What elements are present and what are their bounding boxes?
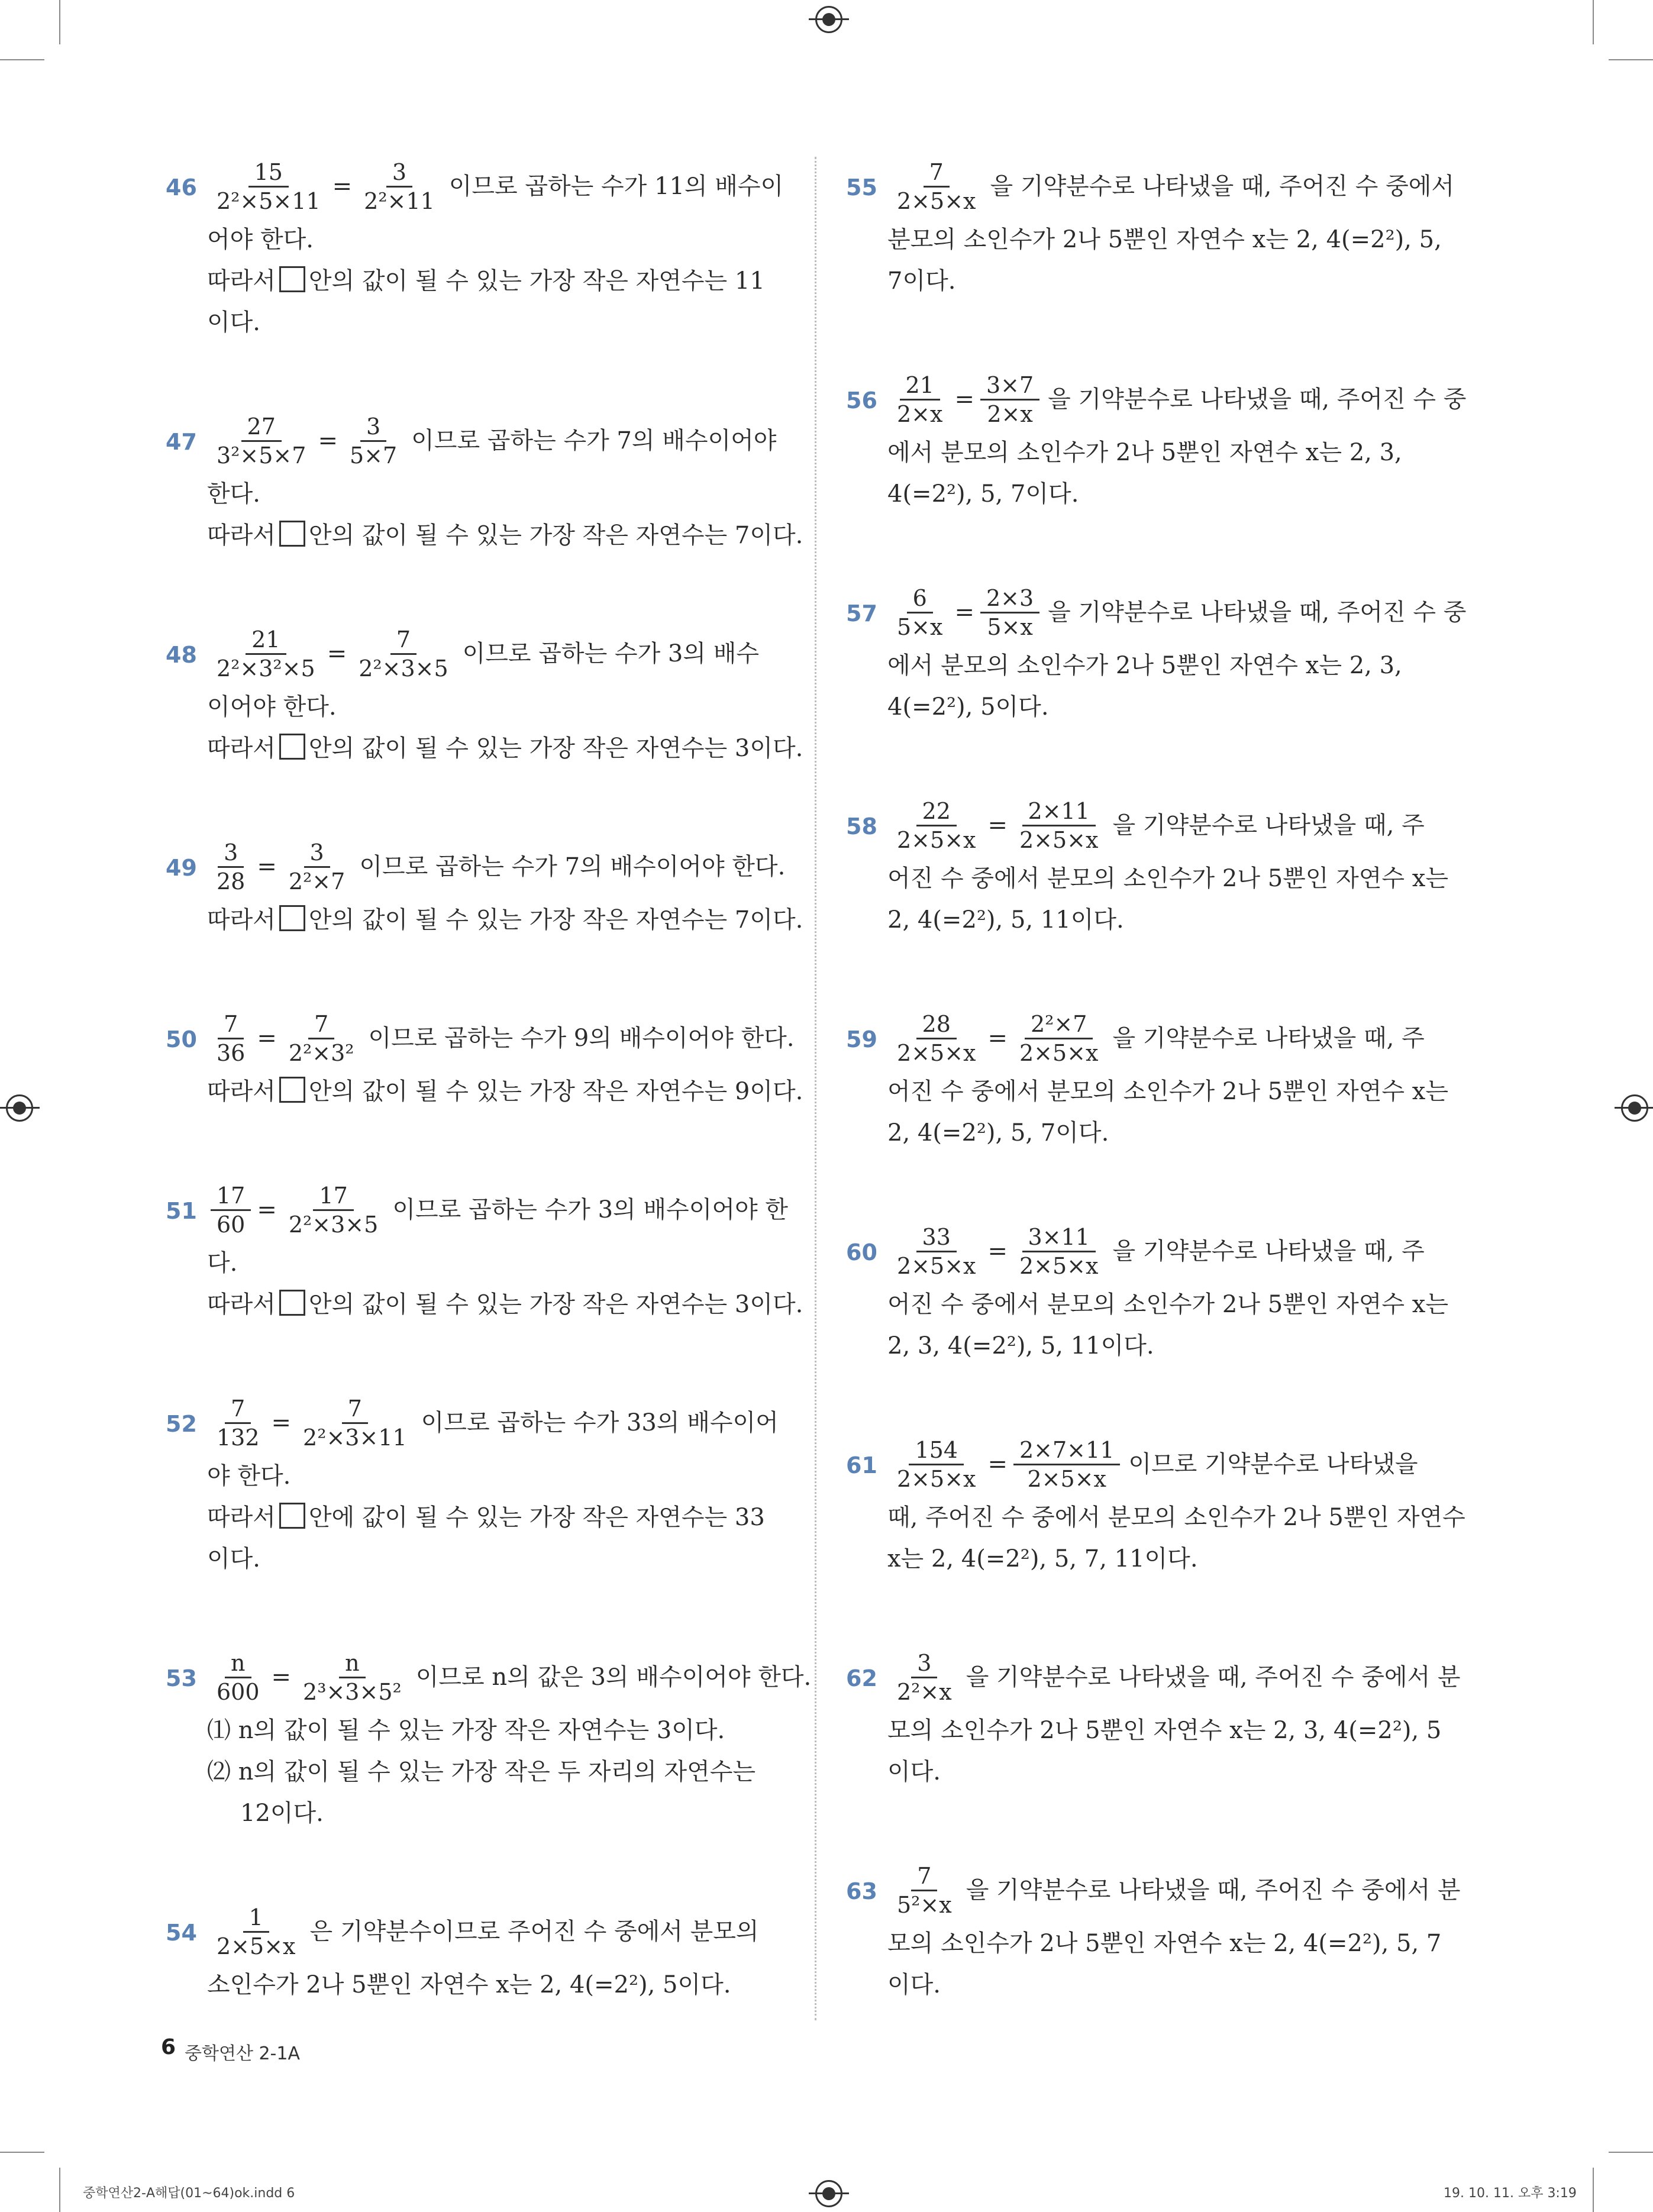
- equation-text: 을 기약분수로 나타냈을 때, 주어진 수 중: [1048, 386, 1467, 413]
- equation-line: [207, 621, 781, 686]
- text-line: 이다.: [887, 1971, 941, 1998]
- equation-line: [207, 1645, 812, 1710]
- equation-line: [887, 580, 1467, 645]
- problem-number: 61: [846, 1452, 877, 1478]
- denominator: 2×x: [987, 401, 1033, 427]
- denominator: 2×5×x: [897, 1465, 976, 1492]
- text-line: 2, 3, 4(=2²), 5, 11이다.: [887, 1332, 1154, 1360]
- problem-body: [887, 1858, 1461, 2006]
- answer-prefix: 따라서: [207, 1504, 276, 1531]
- numerator: 3×11: [1022, 1223, 1096, 1252]
- numerator: n: [339, 1649, 365, 1678]
- denominator: 2²×3²: [288, 1039, 354, 1066]
- problem-number: 50: [166, 1026, 197, 1052]
- numerator: 33: [916, 1223, 957, 1252]
- numerator: n: [225, 1649, 251, 1678]
- equation: [207, 1899, 759, 1964]
- denominator: 2²×3×5: [359, 655, 448, 682]
- answer-line: [207, 1071, 803, 1112]
- denominator: 600: [217, 1678, 260, 1705]
- text-line: 이다.: [887, 1758, 941, 1785]
- answer-text: 안의 값이 될 수 있는 가장 작은 자연수는 3이다.: [308, 735, 803, 762]
- equation: [207, 154, 783, 219]
- text-line: 에서 분모의 소인수가 2나 5뿐인 자연수 x는 2, 3,: [887, 439, 1402, 466]
- fraction: [297, 1395, 413, 1451]
- problem-body: [887, 580, 1467, 728]
- equation-line: [207, 408, 781, 473]
- denominator: 5²×x: [897, 1891, 952, 1918]
- numerator: 22: [916, 797, 957, 826]
- text-line: 이어야 한다.: [207, 693, 337, 721]
- text-line: 7이다.: [887, 267, 956, 295]
- answer-text: 안의 값이 될 수 있는 가장 작은 자연수는 9이다.: [308, 1078, 803, 1105]
- equation: [887, 1645, 1461, 1710]
- answer-text: 안의 값이 될 수 있는 가장 작은 자연수는 7이다.: [308, 522, 803, 549]
- equation-text: 이므로 n의 값은 3의 배수이어야 한다.: [415, 1664, 812, 1691]
- equation-text: 이므로 곱하는 수가 3의 배수이어야 한: [392, 1196, 788, 1223]
- problem-number: 59: [846, 1026, 877, 1052]
- numerator: 3: [911, 1649, 937, 1678]
- text-line: 모의 소인수가 2나 5뿐인 자연수 x는 2, 3, 4(=2²), 5: [887, 1717, 1442, 1744]
- answer-prefix: 따라서: [207, 1291, 276, 1318]
- problem-body: [207, 834, 803, 941]
- blank-box-icon: [279, 1077, 305, 1103]
- denominator: 2×5×x: [1027, 1465, 1106, 1492]
- numerator: 3: [218, 839, 244, 868]
- problem-number: 49: [166, 855, 197, 881]
- numerator: 15: [248, 159, 289, 188]
- equation-text: 이므로 곱하는 수가 3의 배수: [462, 640, 760, 667]
- numerator: 2²×7: [1025, 1010, 1093, 1039]
- equation-text: 이므로 곱하는 수가 11의 배수이: [448, 173, 784, 200]
- denominator: 2²×3×11: [303, 1424, 407, 1451]
- text-line: 소인수가 2나 5뿐인 자연수 x는 2, 4(=2²), 5이다.: [207, 1971, 731, 1998]
- problem-number: 58: [846, 813, 877, 839]
- answer-line: [207, 899, 803, 941]
- answer-prefix: 따라서: [207, 735, 276, 762]
- fraction: [891, 1436, 982, 1493]
- text-line: 때, 주어진 수 중에서 분모의 소인수가 2나 5뿐인 자연수: [887, 1504, 1465, 1531]
- fraction: [980, 585, 1039, 641]
- equation-line: [207, 1177, 788, 1242]
- problem-number: 51: [166, 1198, 197, 1224]
- denominator: 2×5×x: [1019, 826, 1099, 853]
- equation-text: 을 기약분수로 나타냈을 때, 주: [1112, 812, 1425, 839]
- registration-mark-bottom-icon: [815, 2180, 842, 2207]
- numerator: 6: [907, 585, 933, 613]
- denominator: 5×7: [349, 442, 398, 469]
- fraction: [344, 413, 403, 469]
- denominator: 2×5×x: [217, 1933, 296, 1959]
- numerator: 7: [924, 159, 950, 188]
- denominator: 2²×x: [897, 1678, 952, 1705]
- denominator: 2×5×x: [897, 1039, 976, 1066]
- fraction: [283, 1182, 384, 1238]
- fraction: [211, 1904, 301, 1960]
- numerator: 2×11: [1022, 797, 1096, 826]
- text-line: 어진 수 중에서 분모의 소인수가 2나 5뿐인 자연수 x는: [887, 1078, 1448, 1105]
- equation: [207, 1390, 779, 1455]
- numerator: 7: [390, 626, 417, 655]
- fraction: [1013, 1436, 1120, 1493]
- numerator: 7: [308, 1010, 334, 1039]
- problem-body: [887, 1432, 1465, 1580]
- text-line: 어진 수 중에서 분모의 소인수가 2나 5뿐인 자연수 x는: [887, 865, 1448, 892]
- blank-box-icon: [279, 266, 305, 292]
- numerator: 7: [911, 1862, 937, 1891]
- numerator: 3: [386, 159, 412, 188]
- registration-mark-top-icon: [815, 6, 842, 33]
- answer-prefix: 따라서: [207, 1078, 276, 1105]
- problem-number: 57: [846, 600, 877, 627]
- numerator: 1: [243, 1904, 269, 1933]
- text-line: 이다.: [207, 309, 260, 336]
- text-line: 모의 소인수가 2나 5뿐인 자연수 x는 2, 4(=2²), 5, 7: [887, 1930, 1442, 1957]
- fraction: [1013, 1223, 1104, 1280]
- fraction: [891, 1223, 982, 1280]
- problem-number: 54: [166, 1920, 197, 1946]
- problem-body: [207, 408, 803, 556]
- equation: [207, 1006, 795, 1071]
- equation-text: 은 기약분수이므로 주어진 수 중에서 분모의: [309, 1918, 759, 1945]
- fraction: [211, 1395, 266, 1451]
- numerator: 7: [218, 1010, 244, 1039]
- equation-line: [887, 1858, 1461, 1923]
- equals-sign: =: [271, 1409, 292, 1436]
- equals-sign: =: [271, 1664, 292, 1691]
- equation-text: 이므로 곱하는 수가 7의 배수이어야 한다.: [359, 853, 786, 880]
- equals-sign: =: [318, 427, 338, 454]
- equation-line: [887, 793, 1461, 858]
- problem-body: [207, 621, 803, 769]
- numerator: 3: [304, 839, 330, 868]
- equation-text: 이므로 기약분수로 나타냈을: [1128, 1451, 1418, 1478]
- answer-prefix: 따라서: [207, 522, 276, 549]
- equation-text: 을 기약분수로 나타냈을 때, 주어진 수 중에서 분: [966, 1664, 1461, 1691]
- equals-sign: =: [327, 640, 347, 667]
- denominator: 2²×3×5: [288, 1211, 379, 1238]
- problem-body: [887, 1645, 1461, 1793]
- numerator: 3×7: [980, 372, 1039, 401]
- equation: [207, 408, 776, 473]
- book-title: 중학연산 2-1A: [185, 2043, 300, 2064]
- answer-line: [207, 1497, 781, 1538]
- problem-number: 53: [166, 1665, 197, 1691]
- denominator: 2²×7: [288, 868, 346, 895]
- equation: [887, 580, 1466, 645]
- equation-line: [887, 1006, 1461, 1071]
- text-line: 야 한다.: [207, 1462, 291, 1490]
- text-line: 다.: [207, 1249, 238, 1277]
- problem-number: 60: [846, 1239, 877, 1265]
- text-line: 2, 4(=2²), 5, 11이다.: [887, 906, 1124, 934]
- numerator: 7: [342, 1395, 368, 1424]
- fraction: [211, 626, 321, 682]
- numerator: 7: [225, 1395, 251, 1424]
- denominator: 28: [217, 868, 246, 895]
- text-line: x는 2, 4(=2²), 5, 7, 11이다.: [887, 1545, 1198, 1572]
- fraction: [211, 839, 251, 895]
- crop-mark: [1609, 59, 1653, 60]
- answer-text: 안의 값이 될 수 있는 가장 작은 자연수는 7이다.: [308, 906, 803, 934]
- equation: [887, 1006, 1425, 1071]
- answer-line: [207, 515, 803, 556]
- text-line: 에서 분모의 소인수가 2나 5뿐인 자연수 x는 2, 3,: [887, 652, 1402, 679]
- equation: [207, 1177, 788, 1242]
- crop-mark: [0, 2152, 44, 2153]
- equation: [207, 834, 785, 899]
- problem-body: [887, 1006, 1461, 1154]
- denominator: 60: [217, 1211, 246, 1238]
- problem-body: [207, 154, 784, 343]
- blank-box-icon: [279, 521, 305, 547]
- denominator: 2×5×x: [897, 826, 976, 853]
- blank-box-icon: [279, 1290, 305, 1316]
- problem-body: [207, 1006, 803, 1112]
- equation-line: [887, 1219, 1461, 1284]
- equation-line: [207, 154, 784, 219]
- problem-number: 55: [846, 175, 877, 201]
- text-line: 어야 한다.: [207, 226, 314, 253]
- equals-sign: =: [987, 812, 1008, 839]
- answer-prefix: 따라서: [207, 267, 276, 295]
- numerator: 3: [360, 413, 386, 442]
- fraction: [1013, 1010, 1104, 1067]
- equals-sign: =: [987, 1025, 1008, 1052]
- problem-body: [887, 367, 1467, 515]
- problem-number: 47: [166, 429, 197, 455]
- page-number: 6: [161, 2035, 176, 2059]
- fraction: [891, 372, 948, 428]
- fraction: [891, 159, 982, 215]
- equation: [887, 367, 1466, 432]
- equation-line: [887, 1432, 1461, 1497]
- answer-text: 안의 값이 될 수 있는 가장 작은 자연수는 3이다.: [308, 1291, 803, 1318]
- problem-number: 48: [166, 642, 197, 668]
- equation-text: 을 기약분수로 나타냈을 때, 주어진 수 중에서 분: [966, 1877, 1461, 1904]
- fraction: [891, 585, 948, 641]
- denominator: 2²×11: [364, 188, 435, 214]
- answer-text: 안에 값이 될 수 있는 가장 작은 자연수는 33: [308, 1504, 765, 1531]
- equals-sign: =: [987, 1238, 1008, 1265]
- text-line: 이다.: [207, 1545, 260, 1572]
- equals-sign: =: [954, 599, 974, 626]
- crop-mark: [1609, 2152, 1653, 2153]
- text-line: 한다.: [207, 480, 260, 508]
- equation: [887, 1858, 1461, 1923]
- crop-mark: [0, 59, 44, 60]
- denominator: 132: [217, 1424, 260, 1451]
- denominator: 3²×5×7: [217, 442, 306, 469]
- fraction: [1013, 797, 1104, 854]
- fraction: [211, 159, 327, 215]
- numerator: 27: [241, 413, 282, 442]
- equals-sign: =: [257, 1196, 277, 1223]
- problem-number: 63: [846, 1878, 877, 1904]
- numerator: 154: [909, 1436, 964, 1465]
- equation: [887, 793, 1425, 858]
- numerator: 21: [900, 372, 940, 401]
- numerator: 21: [246, 626, 286, 655]
- equation-line: [887, 154, 1461, 219]
- problem-number: 52: [166, 1411, 197, 1437]
- denominator: 2×x: [897, 401, 943, 427]
- equals-sign: =: [257, 1025, 277, 1052]
- fraction: [980, 372, 1039, 428]
- blank-box-icon: [279, 905, 305, 931]
- fraction: [358, 159, 441, 215]
- answer-prefix: 따라서: [207, 906, 276, 934]
- equals-sign: =: [987, 1451, 1008, 1478]
- denominator: 5×x: [987, 613, 1033, 640]
- fraction: [211, 1010, 251, 1067]
- problem-body: [207, 1645, 812, 1834]
- numerator: 17: [211, 1182, 251, 1211]
- equation: [887, 1432, 1418, 1497]
- denominator: 2×5×x: [897, 1252, 976, 1279]
- equation: [887, 154, 1454, 219]
- problem-number: 62: [846, 1665, 877, 1691]
- denominator: 2×5×x: [897, 188, 976, 214]
- crop-mark: [59, 0, 60, 44]
- crop-mark: [1593, 0, 1594, 44]
- equation-text: 을 기약분수로 나타냈을 때, 주: [1112, 1025, 1425, 1052]
- fraction: [283, 1010, 360, 1067]
- numerator: 28: [916, 1010, 957, 1039]
- fraction: [891, 1649, 958, 1706]
- denominator: 2³×3×5²: [303, 1678, 402, 1705]
- equation-text: 을 기약분수로 나타냈을 때, 주: [1112, 1238, 1425, 1265]
- equation-line: [207, 1390, 781, 1455]
- answer-text: 안의 값이 될 수 있는 가장 작은 자연수는 11: [308, 267, 765, 295]
- equation-line: [887, 367, 1467, 432]
- denominator: 2×5×x: [1019, 1039, 1099, 1066]
- fraction: [211, 413, 312, 469]
- equation-line: [887, 1645, 1461, 1710]
- text-line: ⑵ n의 값이 될 수 있는 가장 작은 두 자리의 자연수는: [207, 1758, 756, 1785]
- blank-box-icon: [279, 1503, 305, 1529]
- problem-body: [887, 1219, 1461, 1367]
- denominator: 2²×5×11: [217, 188, 321, 214]
- answer-line: [207, 1284, 803, 1325]
- crop-mark: [1593, 2168, 1594, 2212]
- numerator: 17: [313, 1182, 353, 1211]
- equation-text: 을 기약분수로 나타냈을 때, 주어진 수 중에서: [990, 173, 1454, 200]
- equation-line: [207, 834, 786, 899]
- problem-body: [207, 1177, 803, 1325]
- fraction: [297, 1649, 408, 1706]
- fraction: [891, 797, 982, 854]
- text-line: 4(=2²), 5이다.: [887, 693, 1049, 721]
- equation-text: 이므로 곱하는 수가 9의 배수이어야 한다.: [368, 1025, 795, 1052]
- problem-body: [887, 154, 1461, 302]
- denominator: 5×x: [897, 613, 943, 640]
- slug-datetime: 19. 10. 11. 오후 3:19: [1444, 2186, 1577, 2201]
- equation-text: 이므로 곱하는 수가 33의 배수이어: [421, 1409, 779, 1436]
- text-line: 분모의 소인수가 2나 5뿐인 자연수 x는 2, 4(=2²), 5,: [887, 226, 1442, 253]
- problem-body: [207, 1390, 781, 1580]
- equals-sign: =: [332, 173, 353, 200]
- text-line: 4(=2²), 5, 7이다.: [887, 480, 1079, 508]
- equation-line: [207, 1006, 795, 1071]
- denominator: 2²×3²×5: [217, 655, 315, 682]
- slug-filename: 중학연산2-A해답(01~64)ok.indd 6: [83, 2186, 295, 2201]
- equation: [207, 621, 759, 686]
- registration-mark-right-icon: [1621, 1094, 1648, 1122]
- answer-line: [207, 728, 803, 769]
- answer-line: [207, 260, 781, 302]
- crop-mark: [59, 2168, 60, 2212]
- equation-text: 이므로 곱하는 수가 7의 배수이어야: [411, 427, 777, 454]
- fraction: [211, 1649, 266, 1706]
- problem-body: [887, 793, 1461, 941]
- problem-number: 56: [846, 387, 877, 414]
- equation: [887, 1219, 1425, 1284]
- registration-mark-left-icon: [6, 1094, 33, 1122]
- equation-text: 을 기약분수로 나타냈을 때, 주어진 수 중: [1048, 599, 1467, 626]
- problem-number: 46: [166, 175, 197, 201]
- fraction: [353, 626, 454, 682]
- equals-sign: =: [954, 386, 974, 413]
- numerator: 2×3: [980, 585, 1039, 613]
- problem-body: [207, 1899, 781, 2006]
- fraction: [891, 1862, 958, 1919]
- numerator: 2×7×11: [1013, 1436, 1120, 1465]
- fraction: [891, 1010, 982, 1067]
- equation: [207, 1645, 811, 1710]
- column-divider: [815, 157, 816, 2020]
- fraction: [211, 1182, 251, 1238]
- text-line: 12이다.: [240, 1800, 324, 1827]
- denominator: 2×5×x: [1019, 1252, 1099, 1279]
- fraction: [283, 839, 351, 895]
- text-line: ⑴ n의 값이 될 수 있는 가장 작은 자연수는 3이다.: [207, 1717, 725, 1744]
- text-line: 어진 수 중에서 분모의 소인수가 2나 5뿐인 자연수 x는: [887, 1291, 1448, 1318]
- equals-sign: =: [257, 853, 277, 880]
- denominator: 36: [217, 1039, 246, 1066]
- text-line: 2, 4(=2²), 5, 7이다.: [887, 1119, 1109, 1147]
- blank-box-icon: [279, 734, 305, 760]
- equation-line: [207, 1899, 781, 1964]
